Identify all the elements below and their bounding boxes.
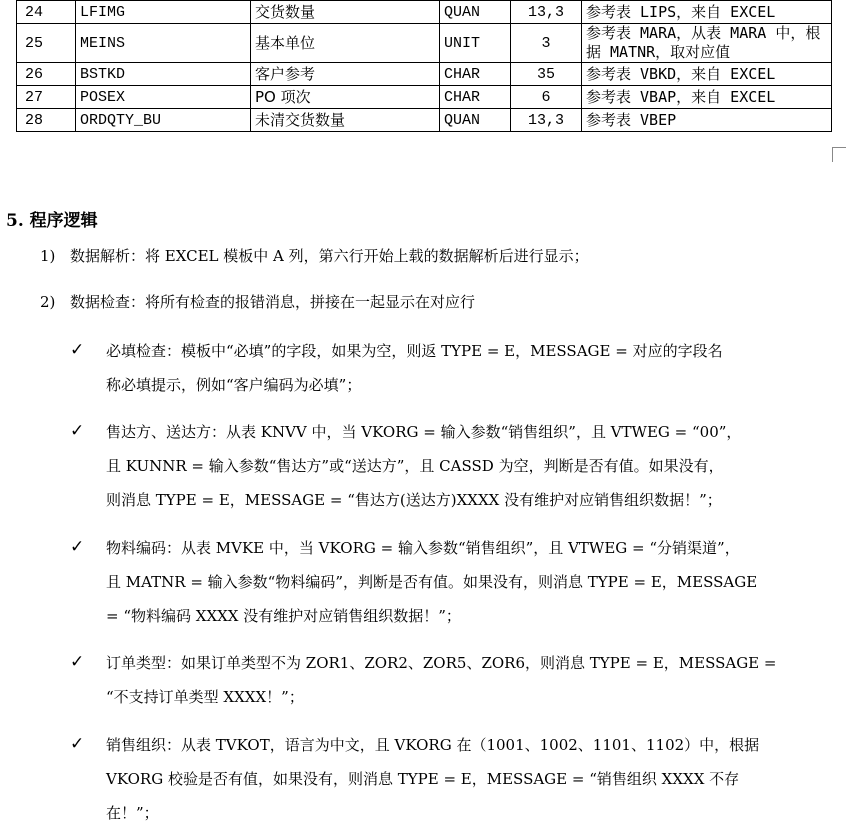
row-number: 27: [17, 86, 76, 109]
check-line: 在！”；: [106, 804, 159, 822]
field-description: 客户参考: [251, 63, 440, 86]
field-length: 3: [511, 24, 582, 63]
checkmark-icon: ✓: [70, 652, 85, 672]
check-line: 销售组织：从表 TVKOT，语言为中文，且 VKORG 在（1001、1002、1101、1102）中，根据: [106, 736, 760, 754]
check-line: 物料编码：从表 MVKE 中，当 VKORG = 输入参数“销售组织”，且 VTWEG = “分销渠道”，: [106, 539, 740, 557]
field-description: 交货数量: [251, 1, 440, 24]
check-line: 则消息 TYPE = E，MESSAGE = “售达方(送达方)XXXX 没有维护对应销售组织数据！”；: [106, 491, 722, 509]
item-number: 1): [40, 247, 56, 265]
list-item: [40, 290, 475, 314]
check-item: [106, 728, 816, 830]
item-text: 数据检查：将所有检查的报错消息，拼接在一起显示在对应行: [70, 293, 476, 311]
table-row: [17, 86, 832, 109]
row-number: 26: [17, 63, 76, 86]
field-name: POSEX: [76, 86, 251, 109]
field-type: UNIT: [440, 24, 511, 63]
table-row: [17, 63, 832, 86]
field-name: MEINS: [76, 24, 251, 63]
checkmark-icon: ✓: [70, 734, 85, 754]
check-line: “不支持订单类型 XXXX！”；: [106, 688, 304, 706]
row-number: 28: [17, 109, 76, 132]
section-heading: 5. 程序逻辑: [6, 211, 98, 231]
check-item: [106, 334, 816, 402]
check-line: 售达方、送达方：从表 KNVV 中，当 VKORG = 输入参数“销售组织”，且 VTWEG = “00”，: [106, 423, 742, 441]
check-line: 且 MATNR = 输入参数“物料编码”，判断是否有值。如果没有，则消息 TYPE = E，MESSAGE: [106, 573, 758, 591]
check-line: 订单类型：如果订单类型不为 ZOR1、ZOR2、ZOR5、ZOR6，则消息 TYPE = E，MESSAGE =: [106, 654, 777, 672]
checkmark-icon: ✓: [70, 537, 85, 557]
field-description: 基本单位: [251, 24, 440, 63]
check-line: = “物料编码 XXXX 没有维护对应销售组织数据！”；: [106, 607, 461, 625]
check-line: 且 KUNNR = 输入参数“售达方”或“送达方”，且 CASSD 为空，判断是否有值。如果没有，: [106, 457, 724, 475]
row-number: 25: [17, 24, 76, 63]
field-type: CHAR: [440, 86, 511, 109]
check-line: VKORG 校验是否有值，如果没有，则消息 TYPE = E，MESSAGE = “销售组织 XXXX 不存: [106, 770, 740, 788]
field-type: QUAN: [440, 1, 511, 24]
table-row: [17, 24, 832, 63]
checkmark-icon: ✓: [70, 421, 85, 441]
table-resize-handle[interactable]: [832, 147, 846, 162]
field-spec-table: [16, 0, 832, 132]
check-item: [106, 531, 816, 633]
check-line: 称必填提示，例如“客户编码为必填”；: [106, 376, 362, 394]
checkmark-icon: ✓: [70, 340, 85, 360]
field-name: LFIMG: [76, 1, 251, 24]
field-note: 参考表 LIPS，来自 EXCEL: [582, 1, 832, 24]
check-line: 必填检查：模板中“必填”的字段，如果为空，则返 TYPE = E，MESSAGE = 对应的字段名: [106, 342, 723, 360]
field-length: 13,3: [511, 109, 582, 132]
field-type: QUAN: [440, 109, 511, 132]
field-description: PO 项次: [251, 86, 440, 109]
field-name: BSTKD: [76, 63, 251, 86]
table-row: [17, 1, 832, 24]
field-length: 6: [511, 86, 582, 109]
field-note: 参考表 MARA，从表 MARA 中，根据 MATNR，取对应值: [582, 24, 832, 63]
field-description: 未清交货数量: [251, 109, 440, 132]
field-length: 35: [511, 63, 582, 86]
field-name: ORDQTY_BU: [76, 109, 251, 132]
field-note: 参考表 VBEP: [582, 109, 832, 132]
check-item: [106, 646, 816, 714]
field-note: 参考表 VBKD，来自 EXCEL: [582, 63, 832, 86]
list-item: [40, 244, 589, 268]
row-number: 24: [17, 1, 76, 24]
field-length: 13,3: [511, 1, 582, 24]
item-number: 2): [40, 293, 56, 311]
table-row: [17, 109, 832, 132]
item-text: 数据解析：将 EXCEL 模板中 A 列，第六行开始上载的数据解析后进行显示；: [70, 247, 589, 265]
check-item: [106, 415, 816, 517]
field-type: CHAR: [440, 63, 511, 86]
field-note: 参考表 VBAP，来自 EXCEL: [582, 86, 832, 109]
